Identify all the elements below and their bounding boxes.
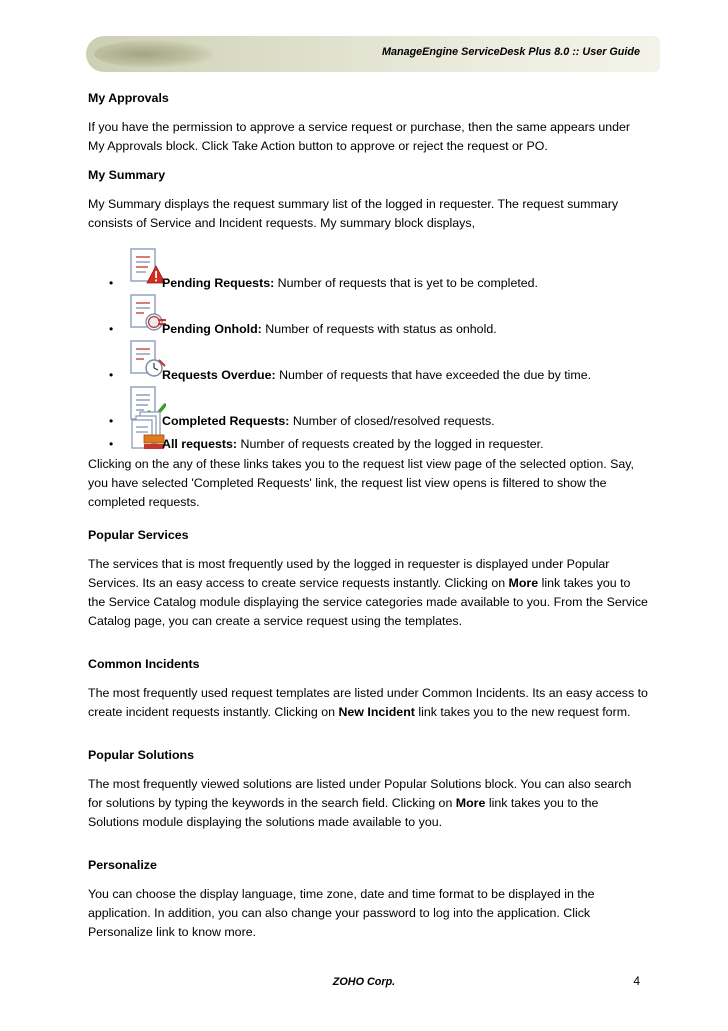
bullet-icon: • bbox=[109, 322, 114, 336]
header-title: ManageEngine ServiceDesk Plus 8.0 :: User Guide bbox=[381, 46, 640, 58]
requests-overdue-link[interactable]: Requests Overdue: bbox=[162, 368, 276, 382]
new-incident-link[interactable]: New Incident bbox=[338, 705, 415, 719]
pending-requests-link[interactable]: Pending Requests: bbox=[162, 276, 275, 290]
list-item bbox=[88, 385, 648, 431]
body-text: link takes you to the Solutions module displaying the solutions made available to you. bbox=[88, 796, 599, 829]
section-heading-my-summary: My Summary bbox=[88, 168, 166, 182]
header-banner bbox=[86, 36, 660, 72]
list-item-desc: Number of closed/resolved requests. bbox=[289, 414, 495, 428]
footer-company: ZOHO Corp. bbox=[332, 976, 396, 988]
list-item-desc: Number of requests that have exceeded the due by time. bbox=[275, 368, 592, 382]
page-number: 4 bbox=[633, 974, 640, 988]
list-item-text bbox=[162, 412, 495, 431]
body-text: The services that is most frequently used by the logged in requester is displayed under Popular Services. Its an easy access to create service requests instantly. Clicking on bbox=[88, 557, 610, 590]
all-requests-link[interactable]: All requests: bbox=[162, 437, 238, 451]
personalize-text: You can choose the display language, time zone, date and time format to be displayed in the application. In addition, you can also change your password to log into the application. Click Personalize link to know more. bbox=[88, 887, 595, 939]
summary-list bbox=[88, 247, 648, 455]
body-text: link takes you to the Service Catalog module displaying the service categories made available to you. From the Service Catalog page, you can create a service request using the templates. bbox=[88, 576, 648, 628]
header-decoration bbox=[94, 40, 214, 68]
popular-services-text bbox=[88, 555, 648, 631]
list-item bbox=[88, 293, 648, 339]
section-heading-popular-solutions: Popular Solutions bbox=[88, 748, 195, 762]
pending-onhold-icon bbox=[130, 293, 166, 333]
bullet-icon: • bbox=[109, 368, 114, 382]
more-link[interactable]: More bbox=[455, 796, 486, 810]
list-item-text bbox=[162, 274, 538, 293]
list-item-text bbox=[162, 366, 591, 385]
completed-requests-link[interactable]: Completed Requests: bbox=[162, 414, 290, 428]
pending-onhold-link[interactable]: Pending Onhold: bbox=[162, 322, 262, 336]
list-item bbox=[88, 339, 648, 385]
document-body bbox=[88, 89, 648, 942]
list-item-desc: Number of requests created by the logged in requester. bbox=[237, 437, 544, 451]
section-heading-personalize: Personalize bbox=[88, 858, 157, 872]
body-text: The most frequently viewed solutions are listed under Popular Solutions block. You can also search for solutions by typing the keywords in the search field. Clicking on bbox=[88, 777, 632, 810]
list-item bbox=[88, 247, 648, 293]
list-item-desc: Number of requests with status as onhold. bbox=[261, 322, 497, 336]
popular-solutions-text bbox=[88, 775, 648, 832]
all-requests-icon bbox=[130, 411, 166, 451]
list-item bbox=[88, 431, 648, 455]
list-item-text bbox=[162, 320, 497, 339]
requests-overdue-icon bbox=[130, 339, 166, 379]
list-item-text bbox=[162, 435, 544, 454]
pending-requests-icon bbox=[130, 247, 166, 287]
bullet-icon: • bbox=[109, 276, 114, 290]
body-text: link takes you to the new request form. bbox=[414, 705, 631, 719]
my-approvals-text: If you have the permission to approve a service request or purchase, then the same appears under My Approvals block. Click Take Action button to approve or reject the request or PO. bbox=[88, 120, 631, 153]
list-item-desc: Number of requests that is yet to be completed. bbox=[274, 276, 538, 290]
summary-links-text: Clicking on the any of these links takes you to the request list view page of the selected option. Say, you have selected 'Completed Requests' link, the request list view opens is filtered to show the completed requests. bbox=[88, 457, 634, 509]
section-heading-common-incidents: Common Incidents bbox=[88, 657, 200, 671]
section-heading-my-approvals: My Approvals bbox=[88, 91, 169, 105]
my-summary-text: My Summary displays the request summary list of the logged in requester. The request summary consists of Service and Incident requests. My summary block displays, bbox=[88, 197, 619, 230]
bullet-icon: • bbox=[109, 414, 114, 428]
section-heading-popular-services: Popular Services bbox=[88, 528, 189, 542]
body-text: The most frequently used request templates are listed under Common Incidents. Its an easy access to create incident requests instantly. Clicking on bbox=[88, 686, 648, 719]
common-incidents-text bbox=[88, 684, 648, 722]
more-link[interactable]: More bbox=[508, 576, 539, 590]
bullet-icon: • bbox=[109, 437, 114, 451]
